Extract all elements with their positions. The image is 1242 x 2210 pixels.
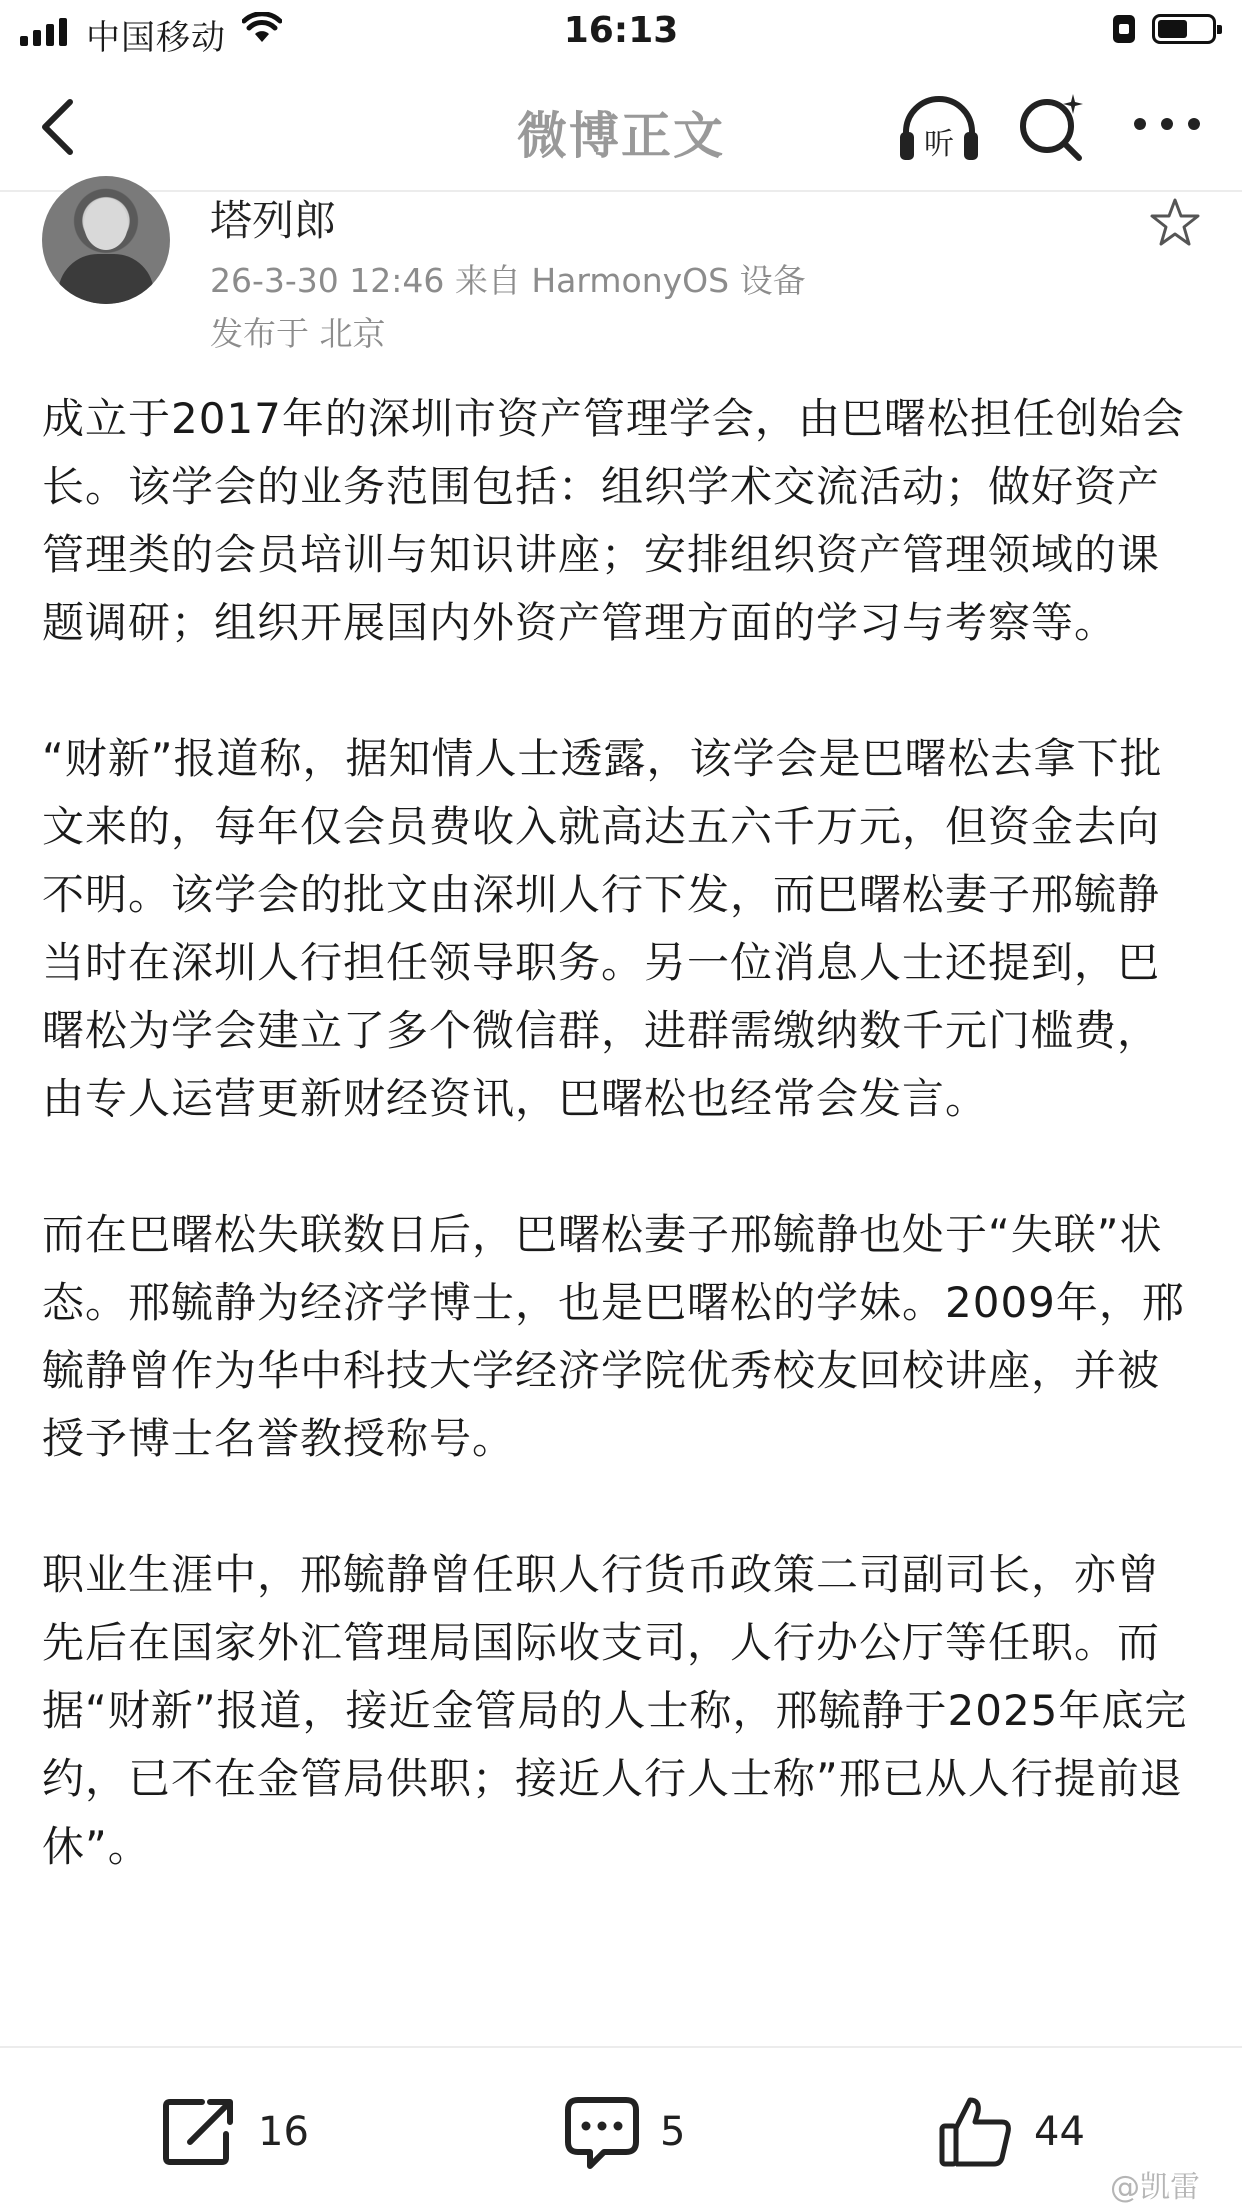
- battery-level: [1158, 20, 1187, 38]
- comment-icon: [564, 2094, 640, 2170]
- status-time: 16:13: [563, 10, 679, 51]
- post-paragraph: 成立于2017年的深圳市资产管理学会，由巴曙松担任创始会长。该学会的业务范围包括：组织学术交流活动；做好资产管理类的会员培训与知识讲座；安排组织资产管理领域的课题调研；组织开展国内外资产管理方面的学习与考察等。: [42, 394, 1185, 647]
- post-paragraph: 而在巴曙松失联数日后，巴曙松妻子邢毓静也处于“失联”状态。邢毓静为经济学博士，也是巴曙松的学妹。2009年，邢毓静曾作为华中科技大学经济学院优秀校友回校讲座，并被授予博士名誉教授称号。: [42, 1210, 1185, 1463]
- action-bar: [0, 2046, 1242, 2210]
- orientation-lock-icon: [1112, 14, 1136, 44]
- page-title: 微博正文: [517, 107, 725, 165]
- avatar-face: [84, 198, 128, 250]
- listen-label: 听: [924, 127, 954, 162]
- post-paragraph: “财新”报道称，据知情人士透露，该学会是巴曙松去拿下批文来的，每年仅会员费收入就高达五六千万元，但资金去向不明。该学会的批文由深圳人行下发，而巴曙松妻子邢毓静当时在深圳人行担任领导职务。另一位消息人士还提到，巴曙松为学会建立了多个微信群，进群需缴纳数千元门槛费，由专人运营更新财经资讯，巴曙松也经常会发言。: [42, 734, 1163, 1123]
- share-icon: [162, 2094, 238, 2170]
- like-button[interactable]: [938, 2092, 1085, 2172]
- avatar-body: [58, 254, 154, 304]
- watermark: @凯雷: [1110, 2170, 1200, 2205]
- search-icon[interactable]: [1015, 90, 1087, 162]
- comment-button[interactable]: [564, 2092, 685, 2172]
- nav-bar: [0, 62, 1242, 192]
- post-location: 发布于 北京: [210, 314, 386, 353]
- share-button[interactable]: [162, 2092, 309, 2172]
- favorite-star-icon[interactable]: [1148, 196, 1202, 250]
- avatar[interactable]: [42, 176, 170, 304]
- share-count: 16: [258, 2109, 309, 2155]
- post-meta: 26-3-30 12:46 来自 HarmonyOS 设备: [210, 261, 806, 300]
- carrier-name: 中国移动: [86, 18, 226, 58]
- post-paragraph: 职业生涯中，邢毓静曾任职人行货币政策二司副司长，亦曾先后在国家外汇管理局国际收支司，人行办公厅等任职。而据“财新”报道，接近金管局的人士称，邢毓静于2025年底完约，已不在金管局供职；接近人行人士称”邢已从人行提前退休”。: [42, 1550, 1188, 1871]
- listen-headphones-icon[interactable]: [896, 92, 982, 164]
- status-bar: [0, 0, 1242, 62]
- comment-count: 5: [660, 2109, 686, 2155]
- author-name[interactable]: 塔列郎: [210, 196, 337, 245]
- like-count: 44: [1034, 2109, 1085, 2155]
- battery-icon: [1152, 14, 1216, 44]
- thumbs-up-icon: [938, 2094, 1014, 2170]
- more-icon[interactable]: [1132, 112, 1202, 136]
- post-body: [42, 385, 1202, 1949]
